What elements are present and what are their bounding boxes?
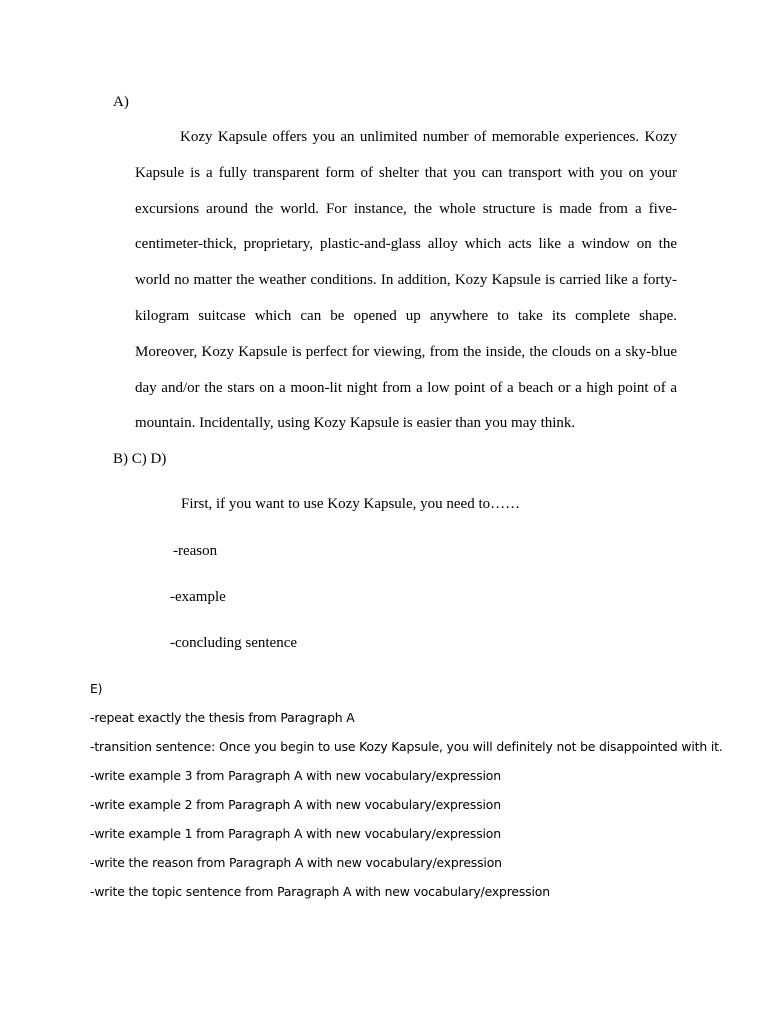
- section-e-item-topic-sentence: -write the topic sentence from Paragraph A with new vocabulary/expression: [90, 884, 550, 899]
- section-bcd-first-line: First, if you want to use Kozy Kapsule, you need to……: [181, 496, 521, 512]
- section-bcd-reason: -reason: [173, 543, 218, 559]
- section-a-paragraph-text: Kozy Kapsule offers you an unlimited number of memorable experiences. Kozy Kapsule is a fully transparent form of shelter that you can transport with you on your excursions around the world. For instance, the whole structure is made from a five-centimeter-thick, proprietary, plastic-and-glass alloy which acts like a window on the world no matter the weather conditions. In addition, Kozy Kapsule is carried like a forty-kilogram suitcase which can be opened up anywhere to take its complete shape. Moreover, Kozy Kapsule is perfect for viewing, from the inside, the clouds on a sky-blue day and/or the stars on a moon-lit night from a low point of a beach or a high point of a mountain. Incidentally, using Kozy Kapsule is easier than you may think.: [135, 129, 677, 432]
- section-bcd-example: -example: [170, 589, 226, 605]
- section-e-item-thesis: -repeat exactly the thesis from Paragraph A: [90, 710, 355, 725]
- section-bcd-label: B) C) D): [113, 451, 167, 467]
- section-e-label: E): [90, 681, 103, 696]
- section-bcd-concluding: -concluding sentence: [170, 635, 298, 651]
- section-a-label: A): [113, 94, 129, 110]
- section-a-paragraph: [135, 120, 677, 442]
- section-e-item-reason: -write the reason from Paragraph A with new vocabulary/expression: [90, 855, 502, 870]
- section-e-item-transition: -transition sentence: Once you begin to use Kozy Kapsule, you will definitely not be disappointed with it.: [90, 739, 723, 754]
- section-e-list: [90, 710, 723, 913]
- section-e-item-example-2: -write example 2 from Paragraph A with new vocabulary/expression: [90, 797, 501, 812]
- section-e-item-example-3: -write example 3 from Paragraph A with new vocabulary/expression: [90, 768, 501, 783]
- section-e-item-example-1: -write example 1 from Paragraph A with new vocabulary/expression: [90, 826, 501, 841]
